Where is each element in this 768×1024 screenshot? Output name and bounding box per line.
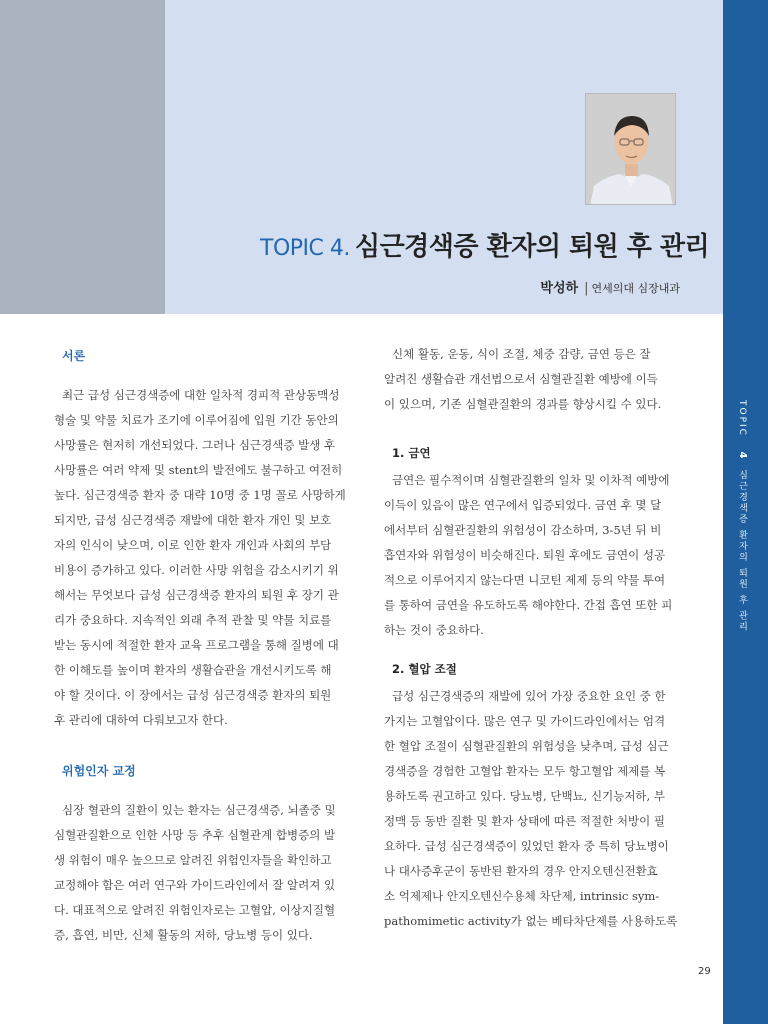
text-line: 사망률은 여러 약제 및 stent의 발전에도 불구하고 여전히 [54, 463, 343, 477]
sidebar-topic-number: 4 [737, 451, 748, 461]
sidebar-topic-word: TOPIC [737, 400, 747, 437]
text-line: 용하도록 권고하고 있다. 당뇨병, 단백뇨, 신기능저하, 부 [384, 789, 665, 803]
text-line: 야 할 것이다. 이 장에서는 급성 심근경색증 환자의 퇴원 [54, 688, 332, 702]
text-line: 이득이 있음이 많은 연구에서 입증되었다. 금연 후 몇 달 [384, 498, 662, 512]
text-line: 형술 및 약물 치료가 조기에 이루어짐에 입원 기간 동안의 [54, 413, 339, 427]
topic-label: TOPIC 4. [260, 236, 350, 261]
author-name: 박성하 [540, 281, 579, 296]
text-line: 받는 동시에 적절한 환자 교육 프로그램을 통해 질병에 대 [54, 638, 339, 652]
text-line: pathomimetic activity가 없는 베타차단제를 사용하도록 [384, 914, 678, 928]
section-heading-intro: 서론 [62, 349, 86, 363]
text-line: 사망률은 현저히 개선되었다. 그러나 심근경색증 발생 후 [54, 438, 336, 452]
text-line: 최근 급성 심근경색증에 대한 일차적 경피적 관상동맥성 [62, 388, 340, 402]
header-left-block [0, 0, 165, 314]
text-line: 심장 혈관의 질환이 있는 환자는 심근경색증, 뇌졸중 및 [62, 803, 336, 817]
sidebar-topic-title: 심근경색증 환자의 퇴원 후 관리 [737, 470, 747, 633]
text-line: 증, 흡연, 비만, 신체 활동의 저하, 당뇨병 등이 있다. [54, 928, 313, 942]
author-photo [585, 93, 676, 205]
byline [430, 277, 680, 296]
page-title [260, 226, 710, 263]
text-line: 해서는 무엇보다 급성 심근경색증 환자의 퇴원 후 장기 관 [54, 588, 339, 602]
text-line: 생 위험이 매우 높으므로 알려진 위험인자들을 확인하고 [54, 853, 332, 867]
text-line: 정맥 등 동반 질환 및 환자 상태에 따른 적절한 처방이 필 [384, 814, 665, 828]
risk-paragraph [54, 798, 350, 948]
subheading-blood-pressure: 2. 혈압 조절 [392, 662, 457, 676]
author-affiliation: 연세의대 심장내과 [591, 282, 680, 295]
text-line: 다. 대표적으로 알려진 위험인자로는 고혈압, 이상지질혈 [54, 903, 336, 917]
text-line: 급성 심근경색증의 재발에 있어 가장 중요한 요인 중 한 [392, 689, 666, 703]
text-line: 되지만, 급성 심근경색증 재발에 대한 환자 개인 및 보호 [54, 513, 332, 527]
text-line: 를 통하여 금연을 유도하도록 해야한다. 간접 흡연 또한 피 [384, 598, 673, 612]
text-line: 교정해야 함은 여러 연구와 가이드라인에서 잘 알려져 있 [54, 878, 336, 892]
text-line: 높다. 심근경색증 환자 중 대략 10명 중 1명 꼴로 사망하게 [54, 488, 346, 502]
text-line: 후 관리에 대하여 다뤄보고자 한다. [54, 713, 228, 727]
text-line: 소 억제제나 안지오텐신수용체 차단제, intrinsic sym- [384, 889, 660, 903]
subheading-smoking: 1. 금연 [392, 446, 431, 460]
text-line: 알려진 생활습관 개선법으로서 심혈관질환 예방에 이득 [384, 372, 658, 386]
text-line: 리가 중요하다. 지속적인 외래 추적 관찰 및 약물 치료를 [54, 613, 332, 627]
left-column [54, 342, 350, 948]
text-line: 흡연자와 위험성이 비슷해진다. 퇴원 후에도 금연이 성공 [384, 548, 666, 562]
text-line: 자의 인식이 낮으며, 이로 인한 환자 개인과 사회의 부담 [54, 538, 332, 552]
text-line: 금연은 필수적이며 심혈관질환의 일차 및 이차적 예방에 [392, 473, 670, 487]
section-heading-risk: 위험인자 교정 [62, 764, 136, 778]
text-line: 에서부터 심혈관질환의 위험성이 감소하며, 3-5년 뒤 비 [384, 523, 662, 537]
text-line: 요하다. 급성 심근경색증이 있었던 환자 중 특히 당뇨병이 [384, 839, 669, 853]
text-line: 가지는 고혈압이다. 많은 연구 및 가이드라인에서는 엄격 [384, 714, 666, 728]
right-column [384, 342, 678, 934]
text-line: 비용이 증가하고 있다. 이러한 사망 위험을 감소시키기 위 [54, 563, 339, 577]
sidebar-vertical-title [733, 400, 749, 633]
title-text: 심근경색증 환자의 퇴원 후 관리 [354, 232, 710, 262]
text-line: 적으로 이루어지지 않는다면 니코틴 제제 등의 약물 투여 [384, 573, 666, 587]
text-line: 나 대사증후군이 동반된 환자의 경우 안지오텐신전환효 [384, 864, 658, 878]
text-line: 심혈관질환으로 인한 사망 등 추후 심혈관계 합병증의 발 [54, 828, 336, 842]
text-line: 신체 활동, 운동, 식이 조절, 체중 감량, 금연 등은 잘 [392, 347, 651, 361]
text-line: 한 이해도를 높이며 환자의 생활습관을 개선시키도록 해 [54, 663, 332, 677]
text-line: 하는 것이 중요하다. [384, 623, 484, 637]
intro-paragraph [54, 383, 350, 733]
smoking-paragraph [384, 468, 678, 643]
bp-paragraph [384, 684, 678, 934]
text-line: 경색증을 경험한 고혈압 환자는 모두 항고혈압 제제를 복 [384, 764, 666, 778]
text-line: 한 혈압 조절이 심혈관질환의 위험성을 낮추며, 급성 심근 [384, 739, 669, 753]
page-number: 29 [698, 966, 711, 977]
text-line: 이 있으며, 기존 심혈관질환의 경과를 향상시킬 수 있다. [384, 397, 662, 411]
continued-paragraph [384, 342, 678, 417]
byline-separator: | [584, 281, 589, 296]
